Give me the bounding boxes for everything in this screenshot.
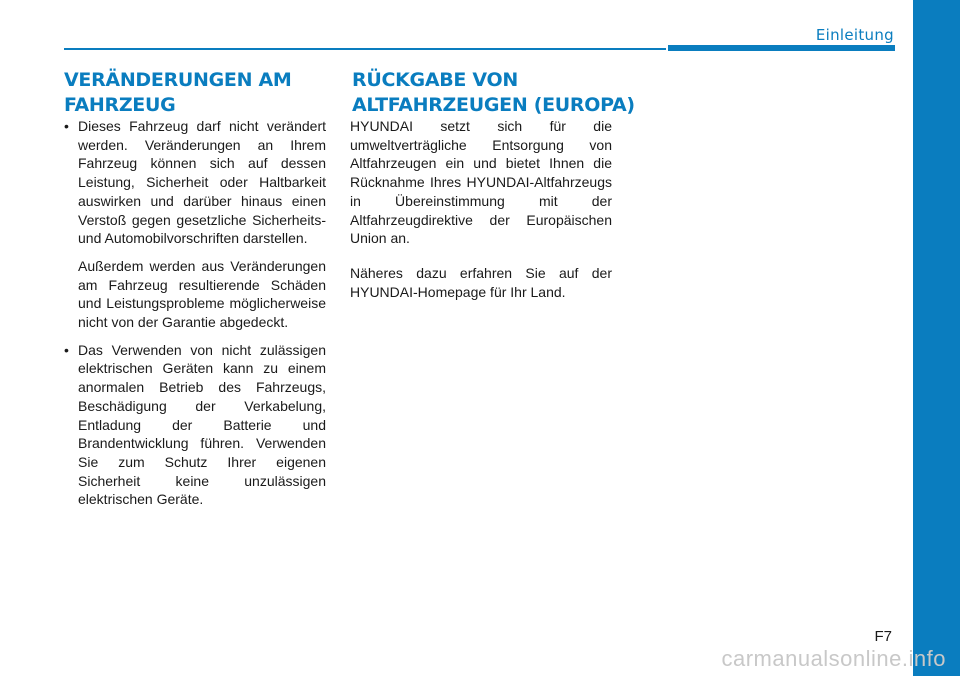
watermark: carmanualsonline.info (721, 646, 946, 671)
paragraph: Außerdem werden aus Veränderungen am Fahrzeug resultierende Schäden und Leistungsprobleme möglicherweise nicht von der Garantie abgedeckt. (78, 257, 326, 331)
bullet-icon: • (64, 341, 69, 358)
page-number: F7 (874, 628, 892, 645)
heading-vehicle-return: RÜCKGABE VON ALTFAHRZEUGEN (EUROPA) (352, 69, 635, 116)
left-column (64, 117, 326, 518)
header-rule-thick (668, 45, 895, 51)
heading-modifications: VERÄNDERUNGEN AM FAHRZEUG (64, 69, 292, 116)
header-rule-thin (64, 48, 666, 50)
paragraph: HYUNDAI setzt sich für die umweltverträgliche Entsorgung von Altfahrzeugen ein und bietet Ihnen die Rücknahme Ihres HYUNDAI-Altfahrzeugs in Übereinstimmung mit der Altfahrzeugdirektive der Europäischen Union an. (350, 118, 612, 247)
list-item (64, 341, 326, 509)
paragraph: Das Verwenden von nicht zulässigen elektrischen Geräten kann zu einem anormalen Betrieb des Fahrzeugs, Beschädigung der Verkabelung, Entladung der Batterie und Brandentwicklung führen. Verwenden Sie zum Schutz Ihrer eigenen Sicherheit keine unzulässigen elektrischen Geräte. (78, 341, 326, 508)
bullet-list (64, 117, 326, 509)
list-item (64, 117, 326, 332)
paragraph: Näheres dazu erfahren Sie auf der HYUNDAI-Homepage für Ihr Land. (350, 264, 612, 300)
right-column (350, 117, 612, 301)
side-tab (913, 0, 960, 676)
paragraph: Dieses Fahrzeug darf nicht verändert werden. Veränderungen an Ihrem Fahrzeug können sich auf dessen Leistung, Sicherheit oder Haltbarkeit auswirken und darüber hinaus einen Verstoß gegen gesetzliche Sicherheits- und Automobilvorschriften darstellen. (78, 118, 326, 247)
section-label: Einleitung (815, 26, 894, 44)
bullet-icon: • (64, 118, 69, 134)
